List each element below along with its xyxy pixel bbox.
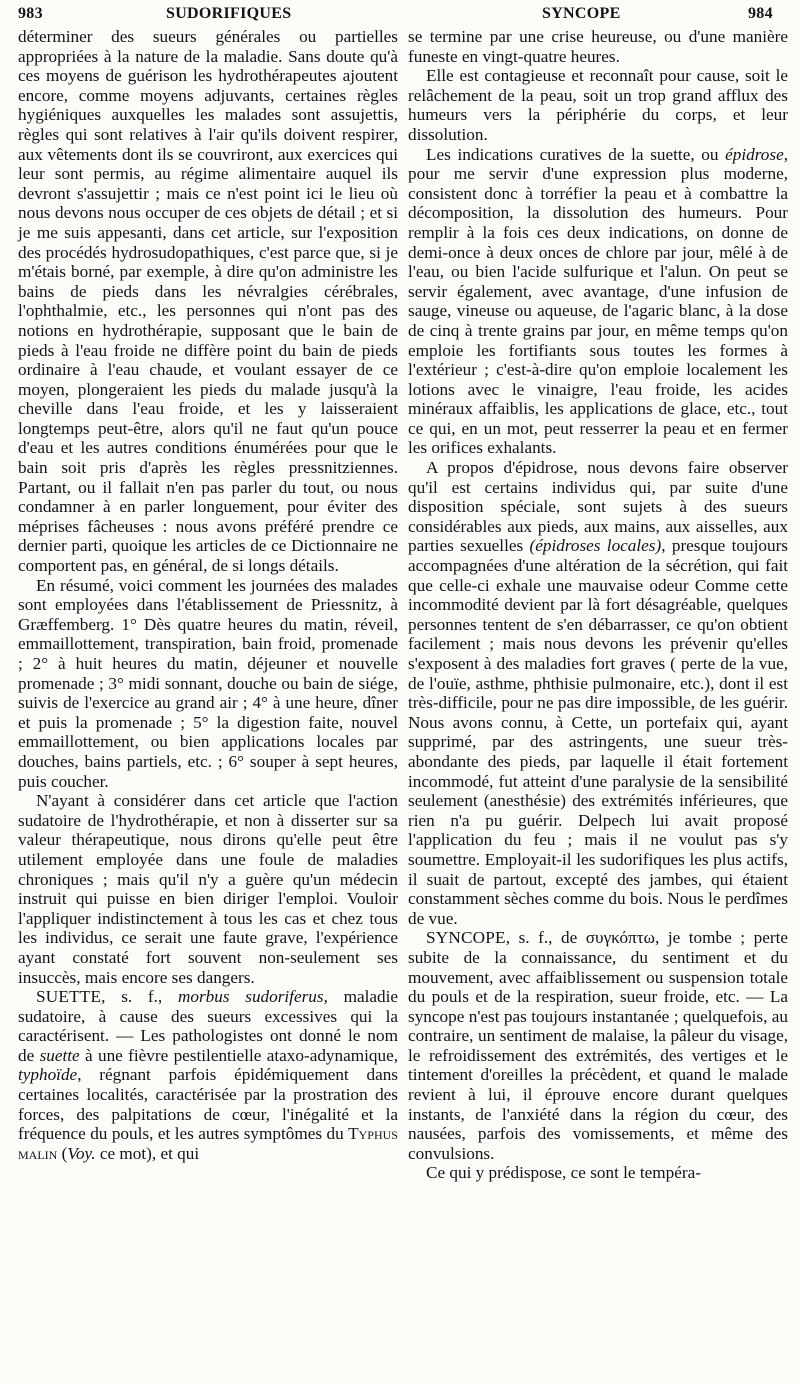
paragraph-contagion: Elle est contagieuse et reconnaît pour cause, soit le relâchement de la peau, soit un trop grand afflux des humeurs vers la périphérie du corps, et leur dissolution. [408,66,788,144]
paragraph-indications: Les indications curatives de la suette, ou épidrose, pour me servir d'une expression plus moderne, consistent donc à torréfier la peau et à combattre la décomposition, la dissolution des humeurs. Pour remplir à la fois ces deux indications, on donne de demi-once à deux onces de chlore par jour, mêlé à de l'eau, ou bien l'acide sulfurique et l'alun. On peut se servir également, avec avantage, d'une infusion de sauge, vineuse ou aqueuse, de l'agaric blanc, à la dose de cinq à trente grains par jour, en même temps qu'on emploie les fortifiants sous toutes les formes à l'extérieur ; c'est-à-dire qu'on emploie localement les lotions avec le vinaigre, l'eau froide, les acides minéraux affaiblis, les applications de glace, etc., tout ce qui, en un mot, peut resserrer la peau et en fermer les orifices exhalants. [408,144,788,458]
right-running-title: SYNCOPE [542,5,621,22]
paragraph-priessnitz-schedule: En résumé, voici comment les journées des malades sont employées dans l'établissement de Priessnitz, à Græffemberg. 1° Dès quatre heures du matin, réveil, emmaillottement, transpiration, bain froid, promenade ; 2° à huit heures du matin, déjeuner et nouvelle promenade ; 3° midi sonnant, douche ou bain de siége, suivis de l'exercice au grand air ; 4° à une heure, dîner et puis la promenade ; 5° la digestion faite, nouvel emmaillottement, ou bien applications locales par douches, bains partiels, etc. ; 6° souper à sept heures, puis coucher. [18,575,398,791]
latin-term: morbus sudoriferus [177,987,324,1007]
left-running-title: SUDORIFIQUES [166,5,292,22]
paragraph-hydrotherapy-end: déterminer des sueurs générales ou partielles appropriées à la nature de la maladie. Sans doute qu'à ces moyens de guérison les hydrothérapeutes ajoutent encore, comme moyens adjuvants, certaines règles hygiéniques auxquelles les malades sont assujettis, règles qui sont relatives à l'air qu'ils doivent respirer, aux vêtements dont ils se couvriront, aux exercices qui leur sont permis, au régime alimentaire auquel ils devront s'assujettir ; mais ce n'est point ici le lieu où nous devons nous occuper de ces objets de détail ; et si je me suis appesanti, dans cet article, sur l'exposition des procédés hydrosudopathiques, c'est parce que, si je m'étais borné, par exemple, à dire qu'on administre les bains de pieds dans les névralgies cérébrales, l'ophthalmie, etc., les personnes qui n'ont pas des notions en hydrothérapie, supposant que le bain de pieds à l'eau froide ne diffère point du bain de pieds ordinaire à l'eau chaude, et voulant essayer de ce moyen, plongeraient les pieds du malade jusqu'à la cheville dans l'eau froide, et les y laisseraient longtemps peut-être, alors qu'il ne faut qu'un pouce d'eau et les autres conditions énumérées pour que le bain soit pris d'après les règles pressnitziennes. Partant, ou il fallait n'en pas parler du tout, ou nous condamner à en parler longuement, pour éviter des méprises fâcheuses : nous avons préféré prendre ce dernier parti, quoique les articles de ce Dictionnaire ne comportent pas, en général, de si longs détails. [18,27,398,576]
left-column [18,27,398,1163]
term-typhoide: typhoïde [18,1065,78,1085]
term-epidroses-locales: (épidroses locales) [529,536,662,556]
paragraph-suette-continued: se termine par une crise heureuse, ou d'une manière funeste en vingt-quatre heures. [408,27,788,66]
paragraph-predisposition: Ce qui y prédispose, ce sont le tempéra- [426,1163,701,1183]
headword-suette: SUETTE [36,987,102,1007]
term-epidrose: épidrose [725,144,784,164]
paragraph-sudatory-action: N'ayant à considérer dans cet article que l'action sudatoire de l'hydrothérapie, et non à disserter sur sa valeur thérapeutique, nous dirons qu'elle peut être utilement employée dans une foule de maladies chroniques ; mais qu'il n'y a guère qu'un médecin instruit qui puisse en bien diriger l'emploi. Vouloir l'appliquer indistinctement à tous les cas et chez tous les individus, ce serait une faute grave, l'expérience ayant constaté fort souvent non-seulement ses insuccès, mais encore ses dangers. [18,791,398,987]
voy-abbreviation: Voy. [67,1143,96,1163]
entry-suette: SUETTE, s. f., morbus sudoriferus, maladie sudatoire, à cause des sueurs excessives qui la caractérisent. — Les pathologistes ont donné le nom de suette à une fièvre pestilentielle ataxo-adynamique, typhoïde, régnant parfois épidémiquement dans certaines localités, caractérisée par la prostration des forces, des palpitations de cœur, l'inégalité et la fréquence du pouls, et les autres symptômes du Typhus malin (Voy. ce mot), et qui [18,987,398,1163]
paragraph-local-epidrose: A propos d'épidrose, nous devons faire observer qu'il est certains individus qui, par suite d'une disposition spéciale, sont sujets à des sueurs considérables aux pieds, aux mains, aux aisselles, aux parties sexuelles (épidroses locales), presque toujours accompagnées d'une altération de la sécrétion, qui fait que celle-ci exhale une mauvaise odeur Comme cette incommodité devient par là fort désagréable, quelques personnes tentent de s'en débarrasser, ce qu'on obtient facilement ; mais nous devons les prévenir qu'elles s'exposent à des maladies fort graves ( perte de la vue, de l'ouïe, asthme, phthisie pulmonaire, etc.), dont il est très-difficile, pour ne pas dire impossible, de les guérir. Nous avons connu, à Cette, un portefaix qui, ayant supprimé, par des astringents, une sueur très-abondante des pieds, par laquelle il était fortement incommodé, fut atteint d'une paralysie de la sensibilité seulement (anesthésie) des extrémités inférieures, que rien n'a pu guérir. Delpech lui avait proposé l'application du feu ; mais il ne voulut pas s'y soumettre. Employait-il les sudorifiques les plus actifs, il suait de partout, excepté des jambes, qui étaient constamment sèches comme du bois. Nous le perdîmes de vue. [408,458,788,928]
headword-syncope: SYNCOPE [426,928,506,948]
cross-reference-typhus: Typhus malin [18,1124,398,1163]
entry-syncope: SYNCOPE, s. f., de συγκόπτω, je tombe ; perte subite de la connaissance, du sentiment et du mouvement, avec affaiblissement ou suspension totale du pouls et de la respiration, sueur froide, etc. — La syncope n'est pas toujours instantanée ; quelquefois, au contraire, un sentiment de malaise, la pâleur du visage, le refroidissement des extrémités, des vertiges et le tintement d'oreilles la précèdent, et quand le malade revient à lui, il éprouve encore durant quelques instants, de l'anxiété dans la région du cœur, des nausées, parfois des vomissements, et même des convulsions. [408,928,788,1163]
right-column [408,27,788,1183]
greek-etymon: συγκόπτω [585,928,655,948]
right-page-number: 984 [748,5,773,22]
left-page-number: 983 [18,5,43,22]
term-suette: suette [39,1045,80,1065]
